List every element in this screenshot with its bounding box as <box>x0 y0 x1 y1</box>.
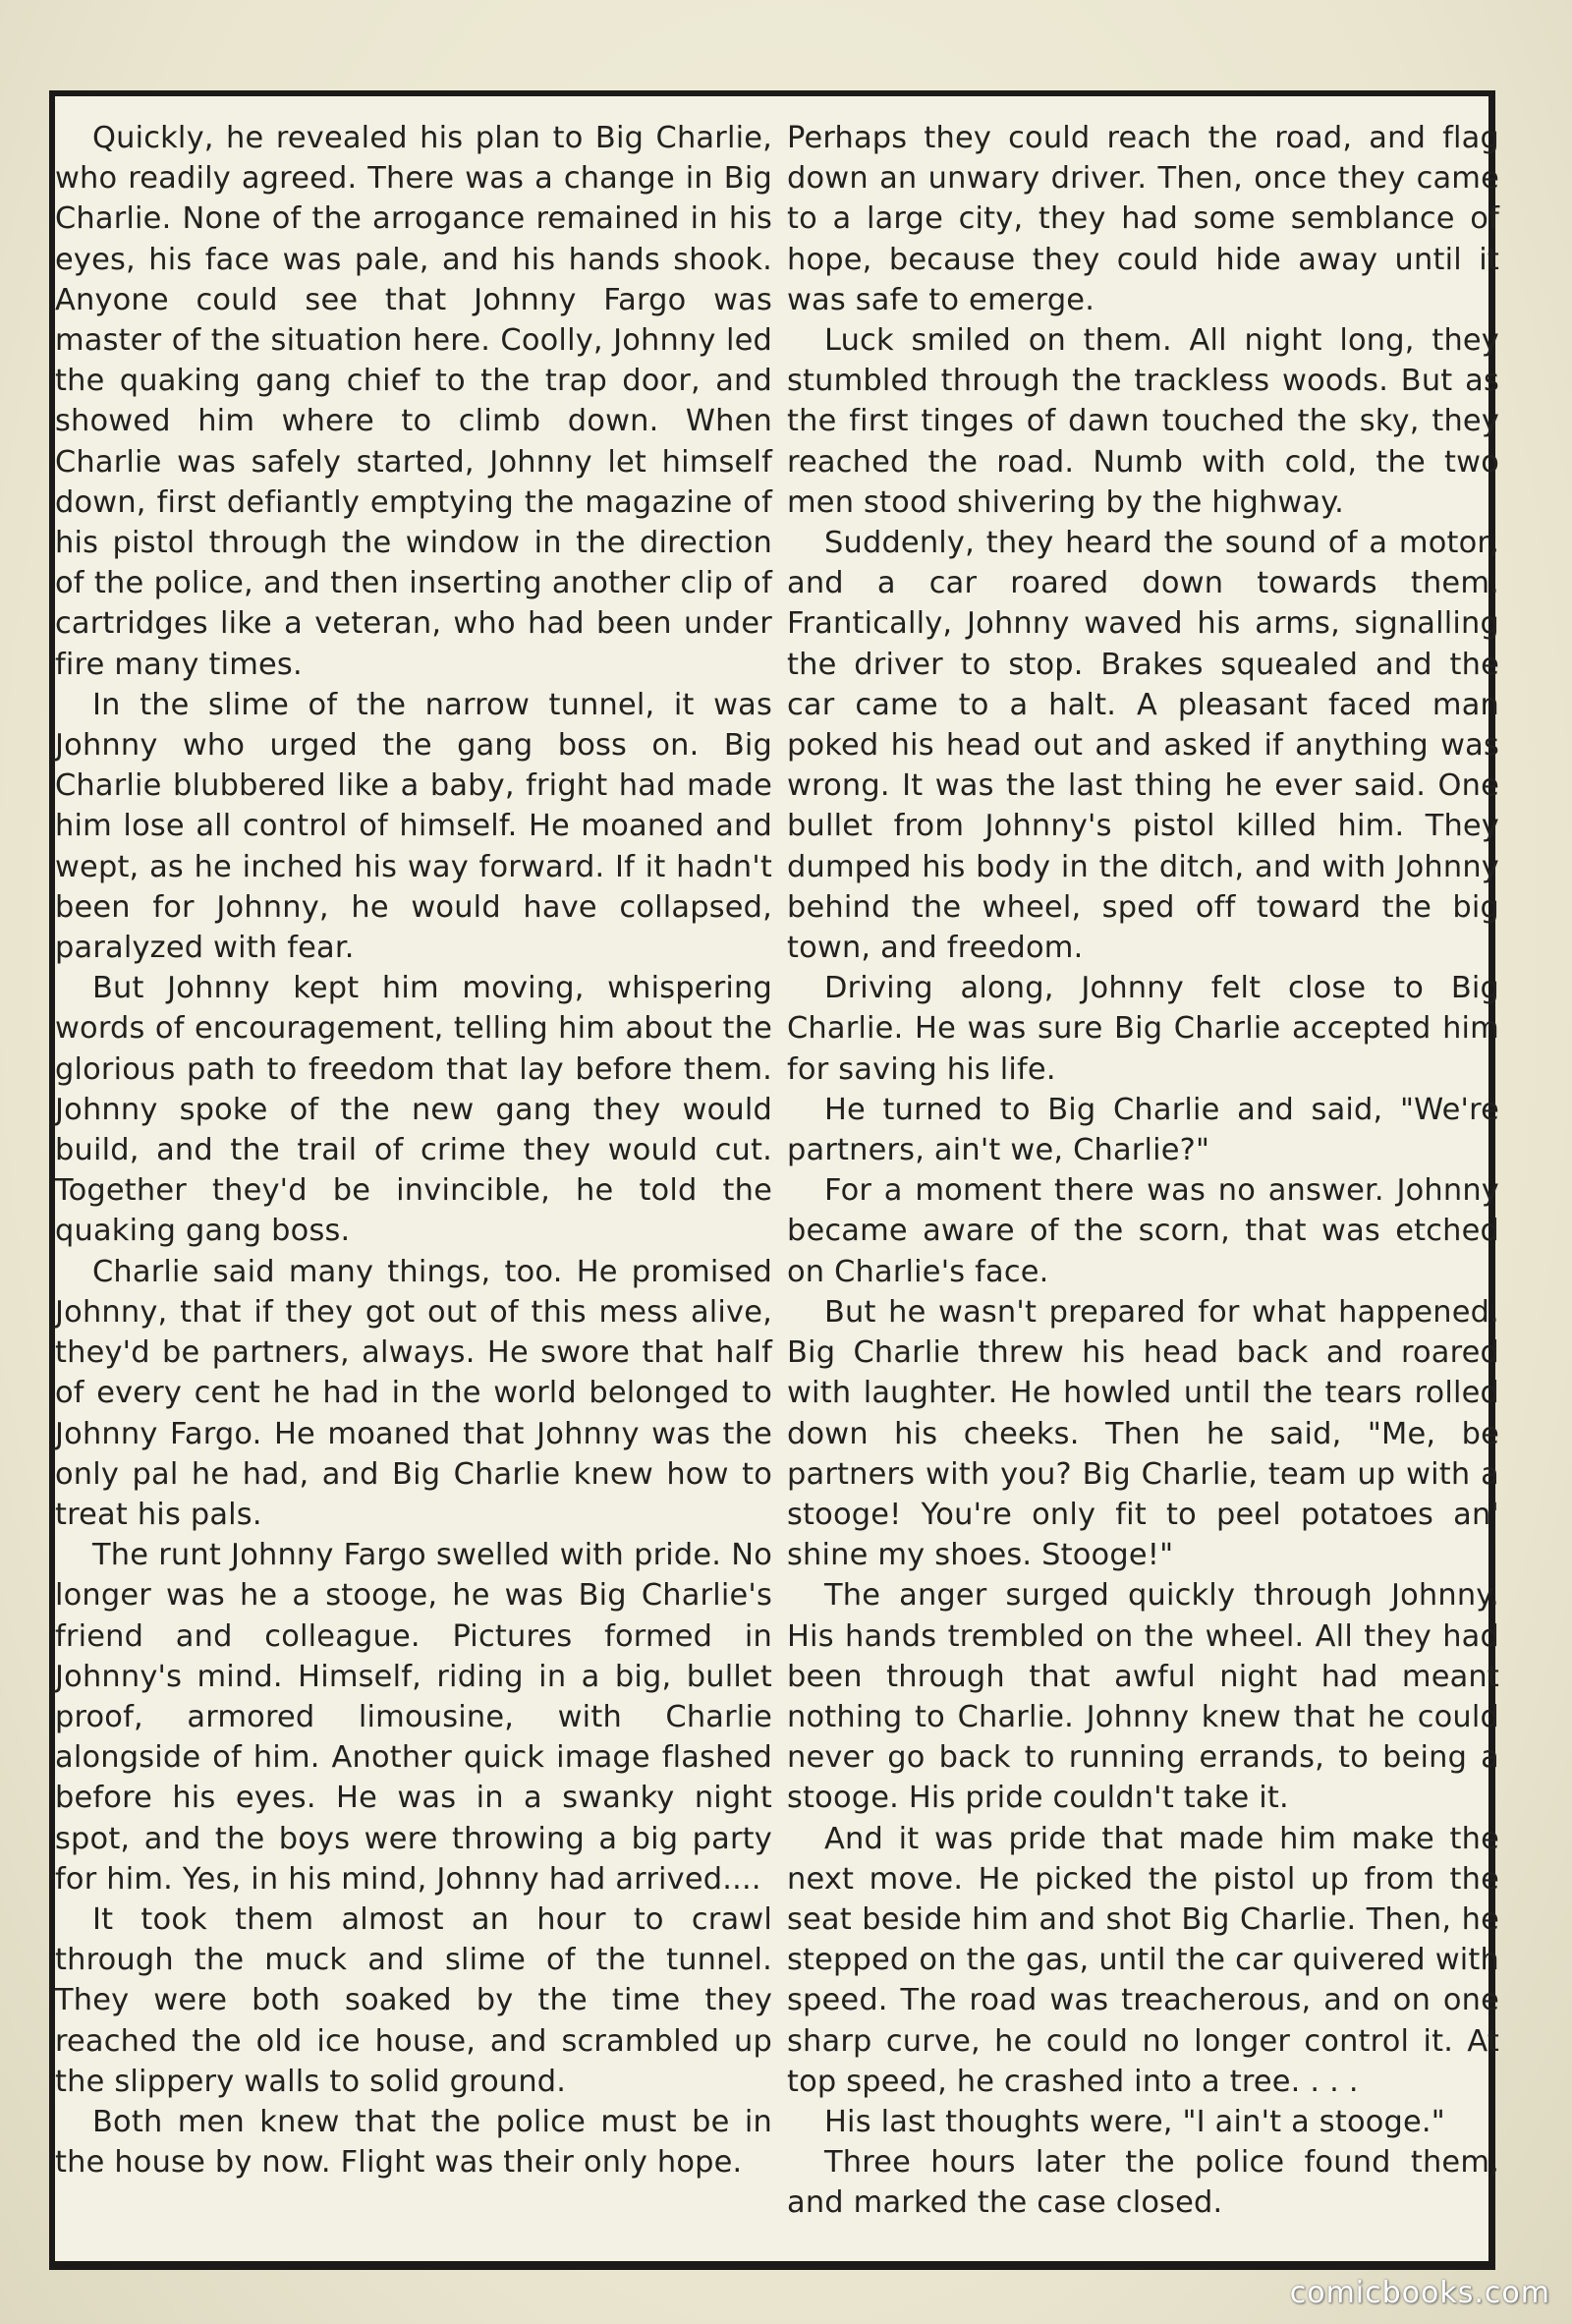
paragraph: For a moment there was no answer. Johnny became aware of the scorn, that was etched on Charlie's face. <box>787 1173 1499 1289</box>
text-panel <box>49 90 1499 2270</box>
paragraph: Luck smiled on them. All night long, they stumbled through the trackless woods. But as the first tinges of dawn touched the sky, they reached the road. Numb with cold, the two men stood shivering by the highway. <box>787 323 1499 520</box>
paragraph: Charlie said many things, too. He promised Johnny, that if they got out of this mess alive, they'd be partners, always. He swore that half of every cent he had in the world belonged to Johnny Fargo. He moaned that Johnny was the only pal he had, and Big Charlie knew how to treat his pals. <box>55 1254 772 1532</box>
paragraph: Both men knew that the police must be in the house by now. Flight was their only hope. <box>55 2104 772 2181</box>
paragraph: The runt Johnny Fargo swelled with pride. No longer was he a stooge, he was Big Charlie's friend and colleague. Pictures formed in Johnny's mind. Himself, riding in a big, bullet proof, armored limousine, with Charlie alongside of him. Another quick image flashed before his eyes. He was in a swanky night spot, and the boys were throwing a big party for him. Yes, in his mind, Johnny had arrived.... <box>55 1538 772 1897</box>
paragraph: His last thoughts were, "I ain't a stooge." <box>824 2104 1445 2139</box>
right-text-column <box>787 118 1499 2224</box>
paragraph: In the slime of the narrow tunnel, it was Johnny who urged the gang boss on. Big Charlie blubbered like a baby, fright had made him lose all control of himself. He moaned and wept, as he inched his way forward. If it hadn't been for Johnny, he would have collapsed, paralyzed with fear. <box>55 687 772 966</box>
paragraph: Three hours later the police found them, and marked the case closed. <box>787 2145 1499 2221</box>
paragraph: Perhaps they could reach the road, and flag down an unwary driver. Then, once they came to a large city, they had some semblance of hope, because they could hide away until it was safe to emerge. <box>787 121 1499 317</box>
paragraph: Suddenly, they heard the sound of a motor, and a car roared down towards them. Frantically, Johnny waved his arms, signalling the driver to stop. Brakes squealed and the car came to a halt. A pleasant faced man poked his head out and asked if anything was wrong. It was the last thing he ever said. One bullet from Johnny's pistol killed him. They dumped his body in the ditch, and with Johnny behind the wheel, sped off toward the big town, and freedom. <box>787 526 1499 966</box>
watermark-text: comicbooks.com <box>1289 2276 1550 2310</box>
paragraph: He turned to Big Charlie and said, "We're partners, ain't we, Charlie?" <box>787 1092 1499 1168</box>
left-text-column <box>55 118 772 2182</box>
paragraph: And it was pride that made him make the next move. He picked the pistol up from the seat beside him and shot Big Charlie. Then, he stepped on the gas, until the car quivered with speed. The road was treacherous, and on one sharp curve, he could no longer control it. At top speed, he crashed into a tree. . . . <box>787 1821 1499 2099</box>
paragraph: Driving along, Johnny felt close to Big Charlie. He was sure Big Charlie accepted him for saving his life. <box>787 971 1499 1087</box>
paragraph: But he wasn't prepared for what happened. Big Charlie threw his head back and roared with laughter. He howled until the tears rolled down his cheeks. Then he said, "Me, be partners with you? Big Charlie, team up with a stooge! You're only fit to peel potatoes an' shine my shoes. Stooge!" <box>787 1294 1499 1573</box>
paragraph: Quickly, he revealed his plan to Big Charlie, who readily agreed. There was a change in Big Charlie. None of the arrogance remained in his eyes, his face was pale, and his hands shook. Anyone could see that Johnny Fargo was master of the situation here. Coolly, Johnny led the quaking gang chief to the trap door, and showed him where to climb down. When Charlie was safely started, Johnny let himself down, first defiantly emptying the magazine of his pistol through the window in the direction of the police, and then inserting another clip of cartridges like a veteran, who had been under fire many times. <box>55 121 772 682</box>
paragraph: It took them almost an hour to crawl through the muck and slime of the tunnel. They were both soaked by the time they reached the old ice house, and scrambled up the slippery walls to solid ground. <box>55 1901 772 2099</box>
paragraph: But Johnny kept him moving, whispering words of encouragement, telling him about the glorious path to freedom that lay before them. Johnny spoke of the new gang they would build, and the trail of crime they would cut. Together they'd be invincible, he told the quaking gang boss. <box>55 971 772 1249</box>
paragraph: The anger surged quickly through Johnny. His hands trembled on the wheel. All they had been through that awful night had meant nothing to Charlie. Johnny knew that he could never go back to running errands, to being a stooge. His pride couldn't take it. <box>787 1578 1499 1816</box>
